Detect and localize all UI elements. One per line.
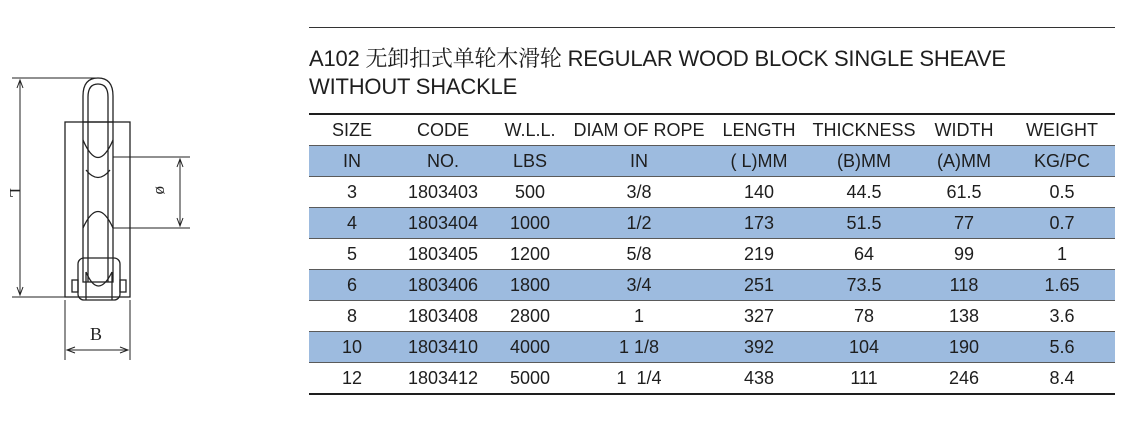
cell-thickness: 104 xyxy=(809,332,919,363)
cell-thickness: 111 xyxy=(850,367,878,388)
cell-weight: 5.6 xyxy=(1009,332,1115,363)
top-divider xyxy=(309,27,1115,28)
cell-length: 438 xyxy=(743,367,775,388)
cell-wll: 2800 xyxy=(491,301,569,332)
unit-size: IN xyxy=(309,146,395,177)
cell-wll: 4000 xyxy=(491,332,569,363)
block-drawing xyxy=(0,0,240,433)
cell-code: 1803403 xyxy=(395,177,491,208)
cell-width: 190 xyxy=(919,332,1009,363)
cell-size: 3 xyxy=(309,177,395,208)
cell-length: 327 xyxy=(709,301,809,332)
cell-diam: 1 1/4 xyxy=(616,367,662,388)
spec-table xyxy=(309,113,1115,395)
cell-length: 392 xyxy=(709,332,809,363)
table-row xyxy=(309,208,1115,239)
cell-width: 99 xyxy=(919,239,1009,270)
table-row xyxy=(309,332,1115,363)
cell-size: 10 xyxy=(309,332,395,363)
unit-weight: KG/PC xyxy=(1009,146,1115,177)
cell-length: 251 xyxy=(709,270,809,301)
unit-code: NO. xyxy=(395,146,491,177)
diameter-label: ø xyxy=(152,186,171,195)
cell-diam: 3/8 xyxy=(569,177,709,208)
unit-wll: LBS xyxy=(491,146,569,177)
cell-wll: 5000 xyxy=(509,367,551,388)
cell-diam: 3/4 xyxy=(569,270,709,301)
title-line-2: WITHOUT SHACKLE xyxy=(309,74,518,99)
table-header-row xyxy=(309,114,1115,146)
cell-code: 1803406 xyxy=(395,270,491,301)
cell-thickness: 64 xyxy=(809,239,919,270)
cell-code: 1803410 xyxy=(395,332,491,363)
cell-length: 140 xyxy=(709,177,809,208)
cell-diam: 1/2 xyxy=(569,208,709,239)
cell-thickness: 73.5 xyxy=(809,270,919,301)
cell-wll: 1000 xyxy=(491,208,569,239)
product-title xyxy=(309,45,1115,101)
cell-weight: 0.7 xyxy=(1009,208,1115,239)
cell-diam: 1 1/8 xyxy=(569,332,709,363)
cell-size: 8 xyxy=(309,301,395,332)
breadth-label: B xyxy=(90,324,103,344)
cell-thickness: 78 xyxy=(809,301,919,332)
header-code: CODE xyxy=(395,114,491,146)
cell-code: 1803408 xyxy=(395,301,491,332)
header-thickness: THICKNESS xyxy=(809,114,919,146)
cell-size: 6 xyxy=(309,270,395,301)
cell-width: 118 xyxy=(919,270,1009,301)
table-row xyxy=(309,239,1115,270)
cell-length: 219 xyxy=(709,239,809,270)
table-row xyxy=(309,363,1115,395)
cell-thickness: 51.5 xyxy=(809,208,919,239)
cell-code: 1803412 xyxy=(407,367,479,388)
header-width: WIDTH xyxy=(919,114,1009,146)
header-weight: WEIGHT xyxy=(1009,114,1115,146)
table-units-row xyxy=(309,146,1115,177)
title-line-1: A102 无卸扣式单轮木滑轮 REGULAR WOOD BLOCK SINGLE SHEAVE xyxy=(309,46,1006,71)
cell-width: 138 xyxy=(919,301,1009,332)
cell-weight: 0.5 xyxy=(1009,177,1115,208)
header-length: LENGTH xyxy=(709,114,809,146)
cell-weight: 1 xyxy=(1009,239,1115,270)
cell-weight: 1.65 xyxy=(1009,270,1115,301)
table-row xyxy=(309,177,1115,208)
cell-width: 246 xyxy=(948,367,980,388)
cell-wll: 500 xyxy=(491,177,569,208)
unit-diam-of-rope: IN xyxy=(569,146,709,177)
header-wll: W.L.L. xyxy=(491,114,569,146)
cell-code: 1803405 xyxy=(395,239,491,270)
cell-size: 12 xyxy=(341,367,363,388)
length-label: L xyxy=(6,188,23,198)
cell-wll: 1200 xyxy=(491,239,569,270)
cell-length: 173 xyxy=(709,208,809,239)
cell-diam: 1 xyxy=(569,301,709,332)
cell-width: 61.5 xyxy=(919,177,1009,208)
header-diam-of-rope: DIAM OF ROPE xyxy=(569,114,709,146)
unit-thickness: (B)MM xyxy=(809,146,919,177)
cell-size: 5 xyxy=(309,239,395,270)
table-row xyxy=(309,301,1115,332)
header-size: SIZE xyxy=(309,114,395,146)
cell-wll: 1800 xyxy=(491,270,569,301)
unit-length: ( L)MM xyxy=(709,146,809,177)
table-row xyxy=(309,270,1115,301)
cell-size: 4 xyxy=(309,208,395,239)
spec-sheet xyxy=(309,27,1115,395)
cell-code: 1803404 xyxy=(395,208,491,239)
unit-width: (A)MM xyxy=(919,146,1009,177)
cell-thickness: 44.5 xyxy=(809,177,919,208)
cell-weight: 8.4 xyxy=(1049,367,1075,388)
cell-diam: 5/8 xyxy=(569,239,709,270)
cell-weight: 3.6 xyxy=(1009,301,1115,332)
cell-width: 77 xyxy=(919,208,1009,239)
